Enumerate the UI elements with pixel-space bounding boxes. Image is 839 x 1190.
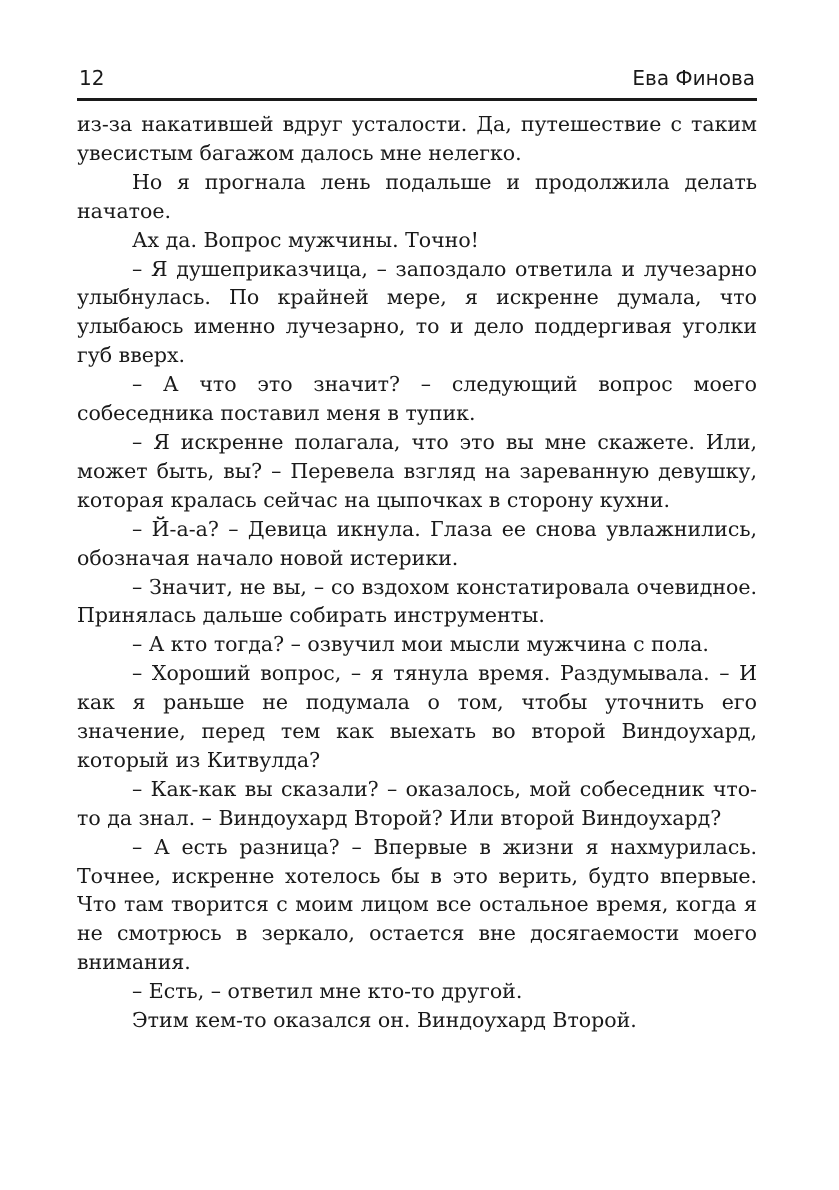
page-number: 12 <box>79 66 105 90</box>
header-rule <box>77 98 757 101</box>
paragraph: – Хороший вопрос, – я тянула время. Раздумывала. – И как я раньше не подумала о том, чтобы уточнить его значение, перед тем как выехать во второй Виндоухард, который из Китвулда? <box>77 661 757 772</box>
paragraph: – Я душеприказчица, – запоздало ответила и лучезарно улыбнулась. По крайней мере, я искренне думала, что улыбаюсь именно лучезарно, то и дело поддергивая уголки губ вверх. <box>77 256 757 368</box>
paragraph: – А есть разница? – Впервые в жизни я нахмурилась. Точнее, искренне хотелось бы в это верить, будто впервые. Что там творится с моим лицом все остальное время, когда я не смотрюсь в зеркало, остается вне досягаемости моего внимания. <box>77 834 757 975</box>
paragraph: из-за накатившей вдруг усталости. Да, путешествие с таким увесистым багажом далось мне нелегко. <box>77 112 757 165</box>
paragraph: – Значит, не вы, – со вздохом констатировала очевидное. Принялась дальше собирать инструменты. <box>77 574 757 628</box>
paragraph: Этим кем-то оказался он. Виндоухард Второй. <box>132 1008 637 1033</box>
paragraph: – Й-а-а? – Девица икнула. Глаза ее снова увлажнились, обозначая начало новой истерики. <box>77 516 757 570</box>
paragraph: – А кто тогда? – озвучил мои мысли мужчина с пола. <box>132 632 709 657</box>
paragraph: Ах да. Вопрос мужчины. Точно! <box>132 227 479 252</box>
author-name: Ева Финова <box>632 66 755 90</box>
paragraph: Но я прогнала лень подальше и продолжила делать начатое. <box>77 169 757 223</box>
body-text <box>77 110 757 1035</box>
running-header <box>77 64 757 98</box>
paragraph: – А что это значит? – следующий вопрос моего собеседника поставил меня в тупик. <box>77 372 757 426</box>
paragraph: – Есть, – ответил мне кто-то другой. <box>132 979 523 1004</box>
book-page <box>77 64 757 1035</box>
paragraph: – Я искренне полагала, что это вы мне скажете. Или, может быть, вы? – Перевела взгляд на зареванную девушку, которая кралась сейчас на цыпочках в сторону кухни. <box>77 429 757 512</box>
paragraph: – Как-как вы сказали? – оказалось, мой собеседник что-то да знал. – Виндоухард Второй? Или второй Виндоухард? <box>77 776 757 830</box>
